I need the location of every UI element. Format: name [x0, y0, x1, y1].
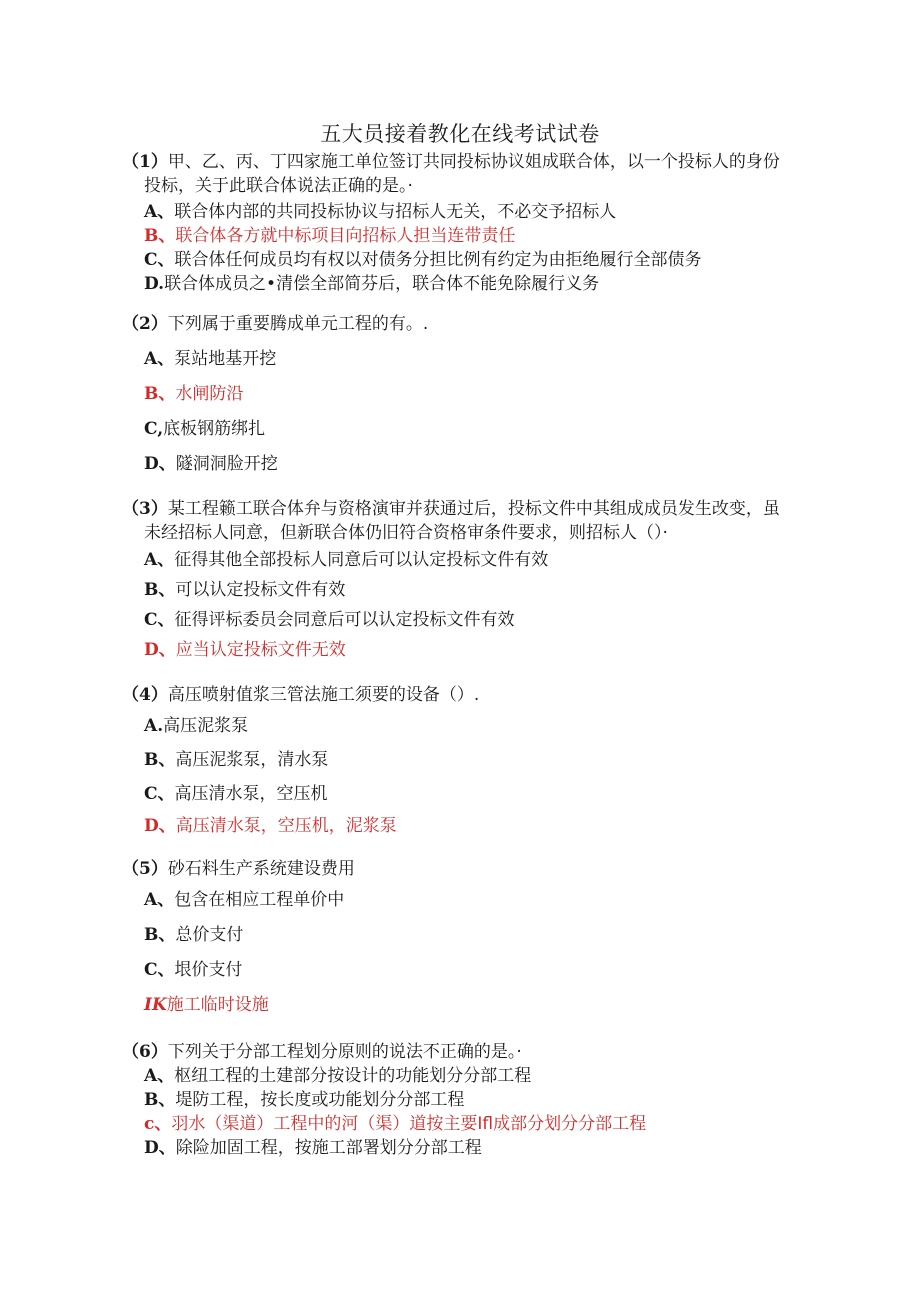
option-letter: D. — [144, 274, 165, 294]
option-text: 应当认定投标文件无效 — [175, 640, 346, 660]
option-text: 垠价支付 — [174, 960, 243, 980]
option-text: 泵站地基开挖 — [174, 349, 277, 369]
option-letter: D、 — [144, 1138, 176, 1158]
option-a — [122, 1064, 842, 1088]
option-a — [122, 200, 842, 224]
option-letter: B、 — [144, 384, 176, 404]
option-text: 水闸防沿 — [175, 384, 244, 404]
option-b — [122, 918, 842, 953]
option-letter: B、 — [144, 580, 176, 600]
question-number: （3） — [122, 499, 168, 519]
question-stem — [122, 857, 842, 881]
question-text: 高压喷射值浆三管法施工须要的设备（）. — [167, 685, 480, 705]
option-text: 联合体任何成员均有权以对债务分担比例有约定为由拒绝履行全部债务 — [174, 250, 702, 270]
option-letter: C、 — [144, 250, 175, 270]
question-number: （2） — [122, 314, 168, 334]
option-letter: D、 — [144, 454, 176, 474]
question-number: （5） — [122, 859, 168, 879]
option-c — [122, 248, 842, 272]
option-letter: A、 — [144, 1066, 175, 1086]
question-6 — [122, 1040, 842, 1160]
option-b-correct — [122, 377, 842, 412]
option-text: 羽水（渠道）工程中的河（渠）道按主要Ifl成部分划分分部工程 — [171, 1114, 647, 1134]
option-text: 高压清水泵，空压机，泥浆泵 — [175, 816, 397, 836]
option-text: 高压泥浆泵，清水泵 — [175, 750, 329, 770]
question-text: 某工程籁工联合体弁与资格演审并获通过后，投标文件中其组成成员发生改变，虽 — [167, 499, 780, 519]
option-letter: A. — [144, 716, 164, 736]
option-text: 隧洞洞脸开挖 — [175, 454, 278, 474]
option-c — [122, 412, 842, 447]
question-number: （1） — [122, 152, 168, 172]
question-text-continued: 未经招标人同意，但新联合体仍旧符合资格审条件要求，则招标人（）· — [144, 523, 668, 543]
question-number: （6） — [122, 1042, 168, 1062]
option-a — [122, 709, 842, 743]
question-stem — [122, 1040, 842, 1064]
option-d-correct — [122, 811, 842, 841]
option-text: 征得评标委员会同意后可以认定投标文件有效 — [174, 610, 515, 630]
option-d — [122, 272, 842, 296]
question-stem — [122, 150, 842, 174]
option-letter: A、 — [144, 349, 175, 369]
option-letter: c、 — [144, 1114, 172, 1134]
option-a — [122, 883, 842, 918]
option-text: 除险加固工程，按施工部署划分分部工程 — [175, 1138, 482, 1158]
question-stem — [122, 683, 842, 707]
question-stem — [122, 312, 842, 336]
option-letter: A、 — [144, 550, 175, 570]
option-letter: B、 — [144, 925, 176, 945]
option-text: 堤防工程，按长度或功能划分分部工程 — [175, 1090, 465, 1110]
option-letter: A、 — [144, 890, 175, 910]
option-letter: B、 — [144, 1090, 176, 1110]
option-text: 底板钢筋绑扎 — [163, 419, 266, 439]
option-b-correct — [122, 224, 842, 248]
question-2 — [122, 312, 842, 482]
option-d — [122, 447, 842, 482]
option-text: 总价支付 — [175, 925, 244, 945]
option-text: 征得其他全部投标人同意后可以认定投标文件有效 — [174, 550, 549, 570]
page-title: 五大员接着教化在线考试试卷 — [320, 122, 600, 146]
option-b — [122, 575, 842, 605]
option-text: 高压泥浆泵 — [163, 716, 249, 736]
option-text: 可以认定投标文件有效 — [175, 580, 346, 600]
option-a — [122, 342, 842, 377]
question-stem — [122, 497, 842, 521]
option-letter: A、 — [144, 202, 175, 222]
option-letter: C、 — [144, 960, 175, 980]
question-1 — [122, 150, 842, 296]
question-5 — [122, 857, 842, 1023]
option-text: 联合体各方就中标项目向招标人担当连带责任 — [175, 226, 516, 246]
question-4 — [122, 683, 842, 841]
option-c-correct — [122, 1112, 842, 1136]
option-d-correct — [122, 635, 842, 665]
option-c — [122, 953, 842, 988]
option-letter: D、 — [144, 640, 176, 660]
option-letter: C、 — [144, 784, 175, 804]
question-text: 砂石料生产系统建设费用 — [167, 859, 355, 879]
option-a — [122, 545, 842, 575]
question-text: 甲、乙、丙、丁四家施工单位签订共同投标协议姐成联合体，以一个投标人的身份 — [167, 152, 780, 172]
option-c — [122, 605, 842, 635]
option-letter: D、 — [144, 816, 176, 836]
question-3 — [122, 497, 842, 665]
option-d — [122, 1136, 842, 1160]
option-letter: B、 — [144, 226, 176, 246]
question-text-continued: 投标，关于此联合体说法正确的是。· — [144, 176, 413, 196]
question-text: 下列关于分部工程划分原则的说法不正确的是。· — [167, 1042, 522, 1062]
option-letter: C、 — [144, 610, 175, 630]
option-text: 包含在相应工程单价中 — [174, 890, 345, 910]
option-letter: IK — [144, 995, 167, 1015]
question-number: （4） — [122, 685, 168, 705]
option-letter: C, — [144, 419, 164, 439]
option-b — [122, 743, 842, 777]
option-text: 联合体成员之•清偿全部简芬后，联合体不能免除履行义务 — [164, 274, 600, 294]
option-d-correct — [122, 988, 842, 1023]
option-text: 联合体内部的共同投标协议与招标人无关，不必交予招标人 — [174, 202, 617, 222]
question-text: 下列属于重要腾成单元工程的有。. — [167, 314, 429, 334]
option-text: 施工临时设施 — [166, 995, 269, 1015]
option-b — [122, 1088, 842, 1112]
option-text: 高压清水泵，空压机 — [174, 784, 328, 804]
option-letter: B、 — [144, 750, 176, 770]
option-text: 枢纽工程的土建部分按设计的功能划分分部工程 — [174, 1066, 532, 1086]
option-c — [122, 777, 842, 811]
